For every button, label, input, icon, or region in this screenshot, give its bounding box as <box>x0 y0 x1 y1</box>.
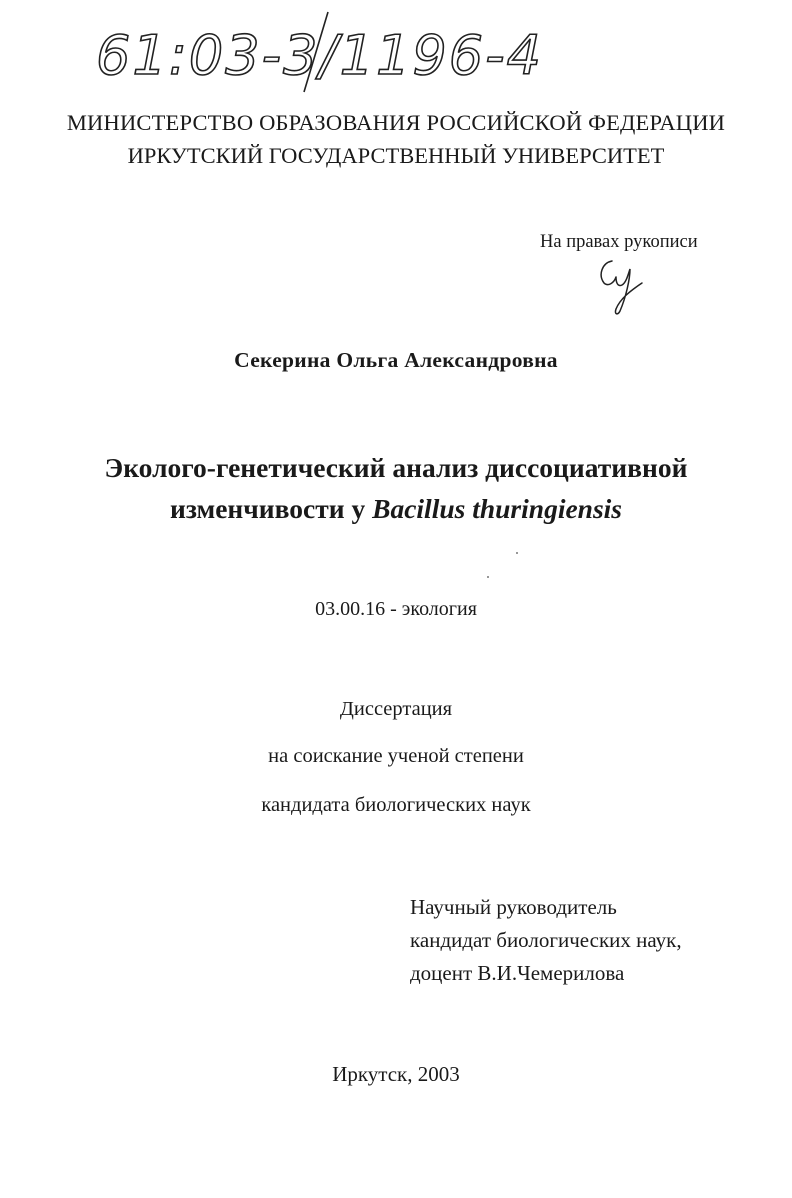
author-name: Секерина Ольга Александровна <box>234 348 558 372</box>
specialty-code: 03.00.16 <box>315 598 386 620</box>
degree-line-1: Диссертация <box>339 698 453 720</box>
university-heading: ИРКУТСКИЙ ГОСУДАРСТВЕННЫЙ УНИВЕРСИТЕТ <box>127 143 665 168</box>
handwritten-number-drawing <box>90 8 543 98</box>
scan-speck <box>516 552 518 554</box>
dissertation-title-line-1: Эколого-генетический анализ диссоциативной <box>104 452 688 483</box>
advisor-line-3: доцент В.И.Чемерилова <box>410 961 625 985</box>
advisor-line-2: кандидат биологических наук, <box>410 928 682 952</box>
manuscript-rights-label: На правах рукописи <box>540 232 698 252</box>
degree-line-3: кандидата биологических наук <box>261 794 531 816</box>
title-line-2-prefix: изменчивости у <box>169 493 373 524</box>
title-latin-species: Bacillus thuringiensis <box>372 493 622 524</box>
scan-speck <box>487 576 489 578</box>
specialty-line <box>0 598 792 621</box>
specialty-name: экология <box>401 598 477 620</box>
signature-drawing <box>590 253 650 319</box>
handwritten-number-text: 61:03-3/1196-4 <box>96 24 543 87</box>
city-year: Иркутск, 2003 <box>332 1062 460 1086</box>
handwritten-archive-number <box>90 8 543 98</box>
handwritten-signature <box>590 253 650 319</box>
advisor-line-1: Научный руководитель <box>410 895 617 919</box>
ministry-heading: МИНИСТЕРСТВО ОБРАЗОВАНИЯ РОССИЙСКОЙ ФЕДЕРАЦИИ <box>66 110 726 135</box>
degree-line-2: на соискание ученой степени <box>268 745 524 767</box>
dissertation-title-line-2 <box>0 488 792 530</box>
specialty-separator: - <box>385 598 402 620</box>
